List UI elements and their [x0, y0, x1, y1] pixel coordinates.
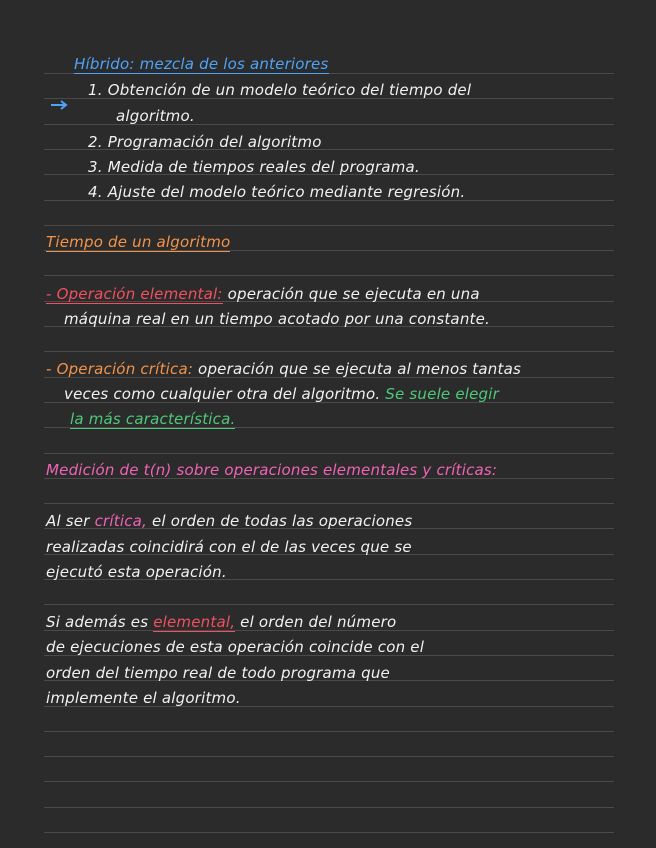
critica-line-1: [46, 359, 521, 379]
critica-line-2: [64, 384, 499, 404]
ruled-line: [44, 453, 614, 454]
ruled-line: [44, 503, 614, 504]
list-text: Programación del algoritmo: [107, 133, 322, 151]
list-text: Ajuste del modelo teórico mediante regresión.: [107, 183, 466, 201]
elemental-line-1: [46, 284, 480, 304]
ruled-line: [44, 731, 614, 732]
parrafo2-line-3: [46, 663, 390, 683]
ruled-line: [44, 807, 614, 808]
elemental-definition-cont: máquina real en un tiempo acotado por una constante.: [64, 310, 490, 328]
parrafo1-line-2: [46, 537, 412, 557]
list-number: 3.: [88, 158, 103, 176]
tiempo-heading-text: Tiempo de un algoritmo: [46, 233, 231, 251]
hibrido-item-1: [88, 80, 471, 100]
parrafo2-line-4: [46, 688, 241, 708]
parrafo2-text: el orden del número: [235, 613, 397, 631]
critica-definition: operación que se ejecuta al menos tantas: [193, 360, 521, 378]
hibrido-heading-text: Híbrido: mezcla de los anteriores: [74, 55, 329, 73]
hibrido-heading: [50, 54, 329, 74]
hibrido-item-1-cont: [116, 106, 195, 126]
parrafo2-highlight: elemental,: [153, 613, 236, 631]
parrafo1-highlight: crítica,: [94, 512, 148, 530]
ruled-line: [44, 832, 614, 833]
hibrido-item-4: [88, 182, 465, 202]
list-number: 4.: [88, 183, 103, 201]
ruled-line: [44, 351, 614, 352]
parrafo2-text: orden del tiempo real de todo programa que: [46, 664, 390, 682]
parrafo1-line-1: [46, 511, 412, 531]
hibrido-item-3: [88, 157, 420, 177]
list-text: Medida de tiempos reales del programa.: [107, 158, 420, 176]
parrafo1-text: realizadas coincidirá con el de las veces que se: [46, 538, 412, 556]
critica-term: - Operación crítica:: [46, 360, 194, 378]
critica-line-3: [70, 409, 235, 429]
medicion-heading-text: Medición de t(n) sobre operaciones elementales y críticas:: [46, 461, 498, 479]
elemental-definition: operación que se ejecuta en una: [222, 285, 480, 303]
list-text: algoritmo.: [116, 107, 195, 125]
list-number: 1.: [88, 81, 103, 99]
parrafo1-text: Al ser: [46, 512, 95, 530]
critica-definition-cont: veces como cualquier otra del algoritmo.: [64, 385, 381, 403]
ruled-line: [44, 275, 614, 276]
parrafo1-line-3: [46, 562, 227, 582]
critica-note-cont: la más característica.: [70, 410, 236, 428]
arrow-right-icon: [50, 60, 68, 70]
list-text: Obtención de un modelo teórico del tiempo del: [107, 81, 472, 99]
parrafo2-text: implemente el algoritmo.: [46, 689, 241, 707]
elemental-term: - Operación elemental:: [46, 285, 223, 303]
ruled-line: [44, 781, 614, 782]
parrafo2-line-1: [46, 612, 396, 632]
hibrido-item-2: [88, 132, 322, 152]
tiempo-heading: [46, 232, 230, 252]
ruled-line: [44, 604, 614, 605]
medicion-heading: [46, 460, 497, 480]
parrafo1-text: el orden de todas las operaciones: [147, 512, 413, 530]
parrafo2-line-2: [46, 637, 424, 657]
list-number: 2.: [88, 133, 103, 151]
parrafo1-text: ejecutó esta operación.: [46, 563, 227, 581]
ruled-line: [44, 225, 614, 226]
critica-note: Se suele elegir: [380, 385, 500, 403]
ruled-line: [44, 756, 614, 757]
parrafo2-text: Si además es: [46, 613, 154, 631]
elemental-line-2: [64, 309, 490, 329]
parrafo2-text: de ejecuciones de esta operación coincide con el: [46, 638, 425, 656]
